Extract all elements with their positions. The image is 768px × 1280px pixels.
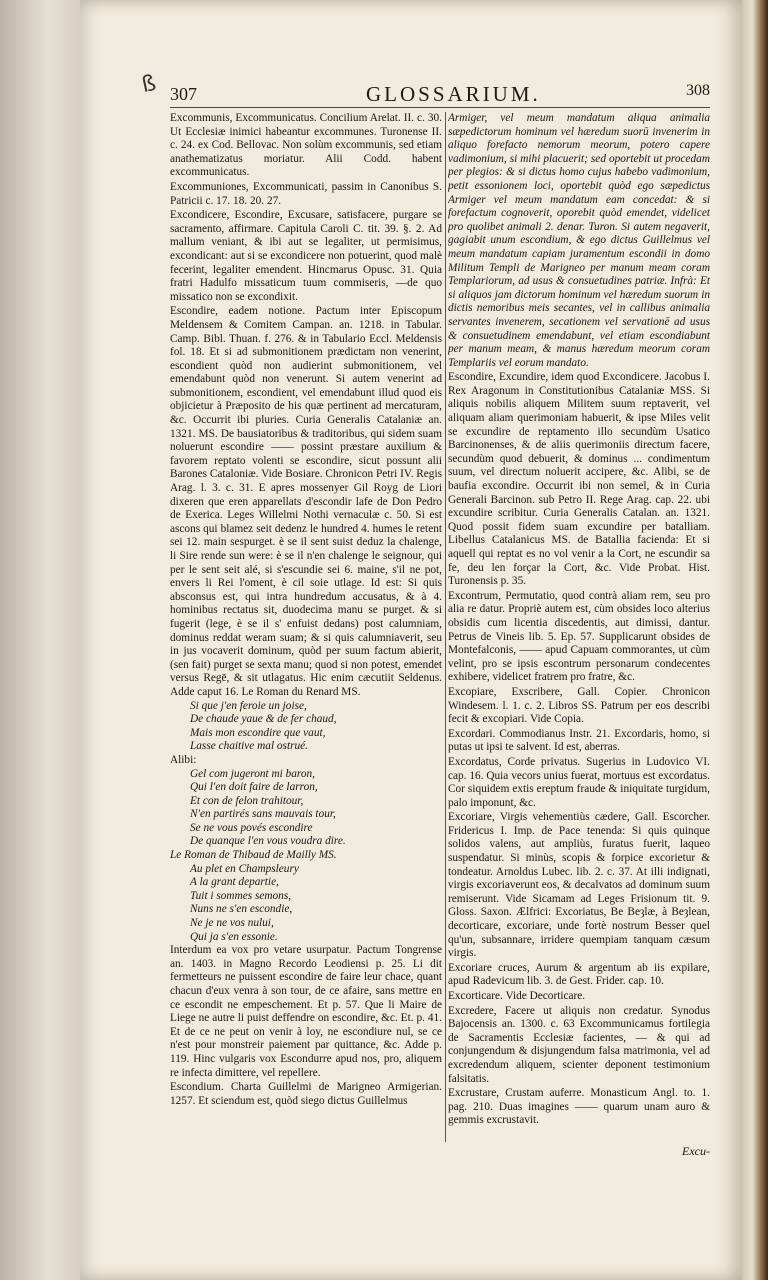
page-number-right: 308	[686, 82, 710, 99]
verse-line: Tuit i sommes semons,	[190, 889, 292, 902]
verse-thibaud	[170, 863, 442, 945]
entry-interdum: Interdum ea vox pro vetare usurpatur. Pactum Tongrense an. 1403. in Magno Recordo Leodiensi p. 25. Li dit fermetteurs ne puissent escondire de faire leur chace, quant chacun d'eux venra à son tour, de ce afaire, sans mettre en ce escondit ne empeschement. Et p. 57. Que li Maire de Liege ne autre li puist deffendre on escondire, &c. Et. p. 41. Et de ce ne peut on venir à loy, ne escondiure nul, se ce n'est pour monstreir paiement par quittance, &c. Adde p. 119. Hinc vulgaris vox Escondurre apud nos, pro, aliquem re infecta dimittere, vel repellere.	[170, 944, 442, 1079]
verse-line: Lasse chaitive mal ostrué.	[190, 740, 308, 753]
verse-line: Si que j'en feroie un joise,	[190, 699, 307, 712]
entry-escondire-excundire: Escondire, Excundire, idem quod Excondicere. Jacobus I. Rex Aragonum in Constitutionibus Catalaniæ MSS. Si aliquis nobilis aliquem Militem suum reptaverit, vel aliquam aliam querimoniam habuerit, & ipse Miles velit se excundire de reptamento illo secundùm Usatico Barcinonenses, & de aliis querimoniis directum facere, secundùm quod debuerit, & dominus ... condimentum suum, vel directum noluerit accipere, &c. Alibi, se de baufia excondire. Occurrit ibi non semel, & in Curia Generali Barcinon. sub Petro II. Rege Arag. cap. 22. ubi excundire scribitur. Curia Generalis Catalan. an. 1321. Quod possit fidem suam excundire per batalliam. Libellus Catalanicus MS. de Batallia facienda: Et si aquell qui reptat es no vol venir a la Cort, ne escundir sa fe, deu len forçar la Cort, &c. Vide Probat. Hist. Turonensis p. 35.	[448, 371, 710, 588]
entry-excordari: Excordari. Commodianus Instr. 21. Excordaris, homo, si putas ut ipsi te salvent. Id est, aberras.	[448, 727, 710, 754]
verse-line: De quanque l'en vous voudra dire.	[190, 835, 346, 848]
entry-excoriare-cruces: Excoriare cruces, Aurum & argentum ab iis expilare, apud Radevicum lib. 3. de Gest. Frider. cap. 10.	[448, 961, 710, 988]
entry-continued: Armiger, vel meum mandatum aliqua animalia sæpedictorum hominum vel hæredum suorū invenerim in aliquo forefacto nemorum meorum, potero capere vadimonium, si mihi placuerit; sed oportebit ut procedam per plegios: & si dictus homo cujus habebo vadimonium, petit essonionem loci, oportebit quòd ego sæpedictus Armiger vel meum mandatum eam concedat: & si forefactum cognoverit, oporebit quòd emendet, videlicet pro quolibet animali 2. denar. Turon. Si autem negaverit, gagiabit unum escondium, & ego dictus Guillelmus vel meum mandatum capiam juramentum escondii in domo Militum Templi de Marigneo per manum meam coram Templariorum, ad usus & consuetudines patriæ. Infrà: Et si aliquos jam dictorum hominum vel hæredum suorum in dictis nemoribus meis secantes, vel in callibus animalia servantes invenerem, secationem vel servationē ad usus & consuetudinem emendabunt, vel etiam escondiabunt per manum meam, & manus hæredum meorum coram Templariis vel eorum mandato.	[448, 112, 710, 369]
header-rule	[170, 107, 710, 108]
entry-escondium: Escondium. Charta Guillelmi de Marigneo Armigerian. 1257. Et sciendum est, quòd siego dictus Guillelmus	[170, 1081, 442, 1107]
left-column	[170, 112, 442, 1142]
verse-line: Au plet en Champsleury	[190, 862, 299, 875]
verse-line: Et con de felon trahitour,	[190, 794, 304, 807]
entry-excrustare: Excrustare, Crustam auferre. Monasticum Angl. to. 1. pag. 210. Duas imagines —— quarum unam auro & gemmis excrustavit.	[448, 1087, 710, 1127]
verse-line: Ne je ne vos nului,	[190, 917, 274, 930]
verse-line: Qui ja s'en essonie.	[190, 930, 278, 943]
entry-excorticare: Excorticare. Vide Decorticare.	[448, 990, 586, 1002]
book-fore-edge	[742, 0, 768, 1280]
entry-excondicere: Excondicere, Escondire, Excusare, satisfacere, purgare se sacramento, affirmare. Capitula Caroli C. tit. 39. §. 2. Ad mallum veniant, & ibi aut se legaliter, ut permisimus, excondicant: aut si se excondicere non potuerint, quod malè fecerint, legaliter emendent. Hincmarus Opusc. 31. Quia fratri Hadulfo missaticum tuum commiseris, —de quo missatico non se excondixit.	[170, 209, 442, 303]
right-column	[448, 112, 710, 1142]
book-gutter-left	[0, 0, 80, 1280]
verse-line: Gel com jugeront mi baron,	[190, 767, 315, 780]
running-title: GLOSSARIUM.	[366, 82, 541, 106]
entry-excommunis: Excommunis, Excommunicatus. Concilium Arelat. II. c. 30. Ut Ecclesiæ inimici habeantur excommunes. Turonense II. c. 24. ex Cod. Bellovac. Non solùm excommunis, sed etiam anathematizatus moriatur. Alii Codd. habent excommunicatus.	[170, 112, 442, 179]
verse-line: Qui l'en doit faire de larron,	[190, 781, 318, 794]
entry-excopiare: Excopiare, Exscribere, Gall. Copier. Chronicon Windesem. l. 1. c. 2. Libros SS. Patrum per eos describi fecit & excopiari. Vide Copia.	[448, 685, 710, 726]
alibi-label: Alibi:	[170, 753, 197, 766]
verse-line: Se ne vous povés escondire	[190, 821, 313, 834]
verse-line: Nuns ne s'en escondie,	[190, 903, 293, 916]
verse-line: N'en partirés sans mauvais tour,	[190, 808, 336, 821]
verse-renard	[170, 700, 442, 754]
entry-excordatus: Excordatus, Corde privatus. Sugerius in Ludovico VI. cap. 16. Quia vecors unius fuerat, mortuus est excordatus. Cor siquidem extis ereptum fraude & iniquitate turgidum, palo imponunt, &c.	[448, 755, 710, 809]
entry-excontrum: Excontrum, Permutatio, quod contrà aliam rem, seu pro alia re datur. Propriè autem est, cùm obsides loco alterius obsidis cum licentia discedentis, aut dimissi, dantur. Petrus de Vineis lib. 5. Ep. 57. Supplicarunt obsides de Montefalconis, —— apud Capuam commorantes, ut cùm velint, pro se ipsis escontrum personarum condecentes exhibere, videlicet fratrem pro fratre, &c.	[448, 589, 710, 684]
entry-excoriare: Excoriare, Virgis vehementiùs cædere, Gall. Escorcher. Fridericus I. Imp. de Pace tenenda: Si quis quinque solidos valens, aut ampliùs, furatus fuerit, laqueo suspendatur. Si minùs, scopis & forpice excorietur & tondeatur. Arnoldus Lubec. lib. 2. c. 37. At illi indignati, virgis excoriaverunt eos, & decalvatos ad dominum suum remiserunt. Vide Sicamam ad Leges Frisionum tit. 9. Gloss. Saxon. Ælfrici: Excoriatus, Be Beȝlæ, à Beȝlean, decorticare, excoriare, unde fortè nostrum Besser quel qu'un, subsannare, irridere quempiam tanquam cæsum virgis.	[448, 811, 710, 960]
entry-excredere: Excredere, Facere ut aliquis non credatur. Synodus Bajocensis an. 1300. c. 63 Excommunicamus fortilegia de Sacramentis Ecclesiæ facientes, — & qui ad conjungendum & disjungendum falsa matrimonia, vel ad excredendum aliquem, scienter deponent testimonium falsitatis.	[448, 1004, 710, 1085]
roman-thibaud-citation: Le Roman de Thibaud de Mailly MS.	[170, 849, 337, 862]
verse-alibi	[170, 768, 442, 850]
pencil-margin-mark: ß	[139, 70, 159, 99]
verse-line: A la grant departie,	[190, 876, 279, 889]
verse-line: Mais mon escondire que vaut,	[190, 726, 326, 739]
column-divider	[445, 112, 446, 1142]
catchword: Excu-	[682, 1144, 710, 1158]
page-number-left: 307	[170, 84, 197, 104]
verse-line: De chaude yaue & de fer chaud,	[190, 713, 337, 726]
entry-excommuniones: Excommuniones, Excommunicati, passim in Canonibus S. Patricii c. 17. 18. 20. 27.	[170, 180, 442, 207]
entry-escondire: Escondire, eadem notione. Pactum inter Episcopum Meldensem & Comitem Campan. an. 1218. in Tabular. Camp. Bibl. Thuan. f. 276. & in Tabulario Eccl. Meldensis fol. 18. Et si ad submonitionem prædictam non venerint, escondient quòd non audierint submonitionem, vel emendabunt quòd non venerunt. Si autem venerint ad submonitionem, escondient, vel emendabunt illud quod eis objicietur à Præposito de his quæ pertinent ad mercaturam, &c. Occurrit ibi pluries. Curia Generalis Catalaniæ an. 1321. MS. De bausiatoribus & traditoribus, qui sidem suam noluerunt escondire —— possint præstare auxilium & favorem reptato volenti se escondire, sicut possunt alii Barones Cataloniæ. Vide Bosiare. Chronicon Petri IV. Regis Arag. l. 3. c. 31. E apres mossenyer Gil Royg de Liori dixeren que eren apparellats d'escondir lafe de Don Pedro de Exerica. Leges Willelmi Nothi vernaculæ c. 50. Si est ascons qui blamez seit dedenz le hundred 4. humes le retent sei 12. main sespurget. è se il sent suist deduz la chalenge, li Sire rende sun were: è se il n'en chalenge le seignour, qui per le sent seit alé, si s'escundie sei 6. maine, s'il ne pot, envers li Rei l'oment, è cil soie utlage. Id est: Si quis absconsus est, qui intra hundredum accusatus, & à 4. hominibus rectatus sit, duodecima manu se purget. & si fugerit (lege, è se il s' enfuist dedans) post calumniam, dominus reddat weram suam; & si quis calumniaverit, seu in jus vocaverit dominum, quòd per suum factum abierit, (sen fait) purget se sexta manu; quod si non potest, emendet versus Regē, & sit utlagatus. Hic enim cæcutiit Seldenus. Adde caput 16. Le Roman du Renard MS.	[170, 305, 442, 698]
